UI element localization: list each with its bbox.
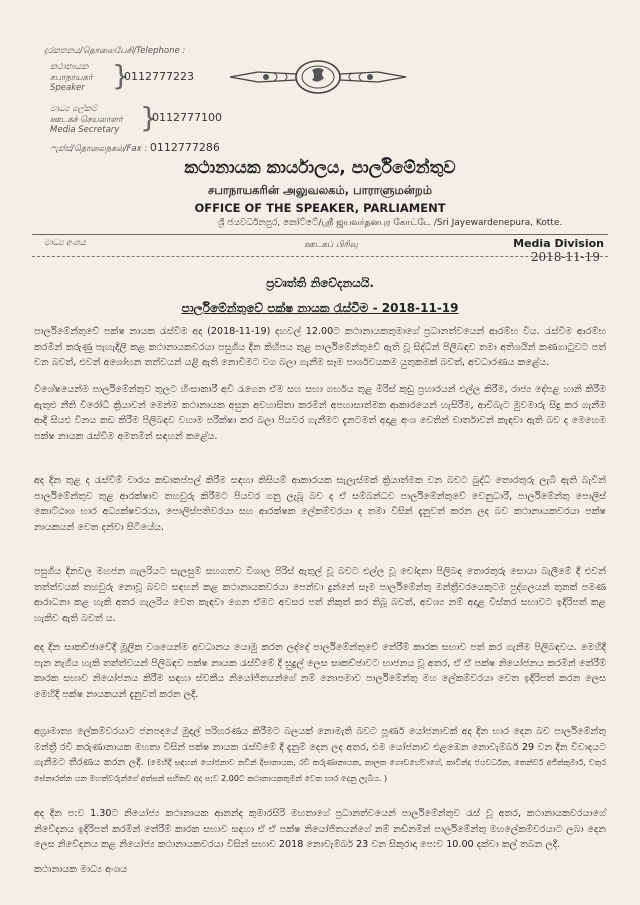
paragraph-1: පාර්ලිමේන්තුවේ පක්ෂ නායක රැස්වීම අද (2018-11-19) දහවල් 12.00ට කථානායකතුමාගේ ප්‍රධානත්වයෙන් ආරම්භ විය. රැස්වීම ආරම්භ කරමින් කරුණු පැහැදිලි කළ කථානායකවරයා පසුගිය දින කිහිපය තුළ පාර්ලිමේන්තුවේ ඇති වූ සිද්ධීන් පිලිබඳව තමා අතිශයින් කණගාටුවට පත් වන බවත්, එවන් අශෝභන තත්වයන් යළි ඇති නොවීමට වග බලා ගැනීම සෑම පාර්ශවයකම යුතුකමක් බවත්, අවධාරණය කළේය. [34,326,606,369]
paragraph-4: පසුගිය දිනවල මහජන ගැලරියට සැලසුම් සහගතව විශාල පිරිස් ඇතුල් වූ බවට එල්ල වූ චෝදනා පිලිබඳ තොරතුරු සොයා බැලීමේ දී එවන් තත්ත්වයක් තහවුරු නොවූ බවට සඳහන් කළ කථානායකවරයා පෙන්වා දුන්නේ සෑම පාර්ලිමේන්තු මන්ත්‍රීවරයෙකුටම පුද්ගලයන් තුනක් පමණ ආරාධනා කළ හැකි අතර ගැලරිය වෙත කැඳවා ගෙන ඒමට අවසර පත් නිකුත් කර තිබූ බවත්, අවශ්‍ය නම් අදාළ විස්තර සභාවට ඉදිරිපත් කළ හැකිව ඇති බවත් ය. [34,566,606,624]
division-en: Media Division [513,237,604,250]
office-address: ශ්‍රී ජයවර්ධනපුර, කෝට්ටේ/ஸ்ரீ ஜயவர்தனபுர கோட்டே /Sri Jayewardenepura, Kotte. [218,218,563,228]
paragraph-2: විශේෂයෙන්ම පාර්ලිමේන්තුව තුලට හිංසාකාරී අවි රැගෙන ඒම සහ සභා ගර්භය තුළ මිරිස් කුඩු ප්‍රහාරයන් එල්ල කිරීම, රාජ්‍ය දේපළ හානි කිරීම ඇතුළු නීති විරෝධී ක්‍රියාවන් මෙන්ම කථානායක අසුන අවහාසිතා කරමින් අපහාසාත්මක ආකාරයෙන් හැසිරීම, ආචිබැට මුවමාරු සිදු කර ගැනීම ආදී සියළු විනය කඩ කිරීම පිලිබඳව වහාම පරීක්ෂා කර බලා පියවර ගැනීමට දැනටමත් අදාළ අංශ වෙතින් වාර්තාවන් කැඳවා ඇති බව ද මෙහෙම පක්ෂ නායක රැස්වීම අමතමින් සඳහන් කළේය. [34,384,606,442]
division-ta: ஊடகப் பிரிவு [304,240,358,250]
header-divider [32,234,608,235]
release-date: 2018-11-19 [530,250,600,264]
division-divider [32,256,608,257]
speaker-contact [50,62,93,94]
media-label-si: මාධ්‍ය ලේකම් [50,104,98,114]
paragraph-6-text: අග්‍රාමාත්‍ය ලේකම්වරයාට ජනපදයේ මුදල් පරිහරණය කිරීමට බලයක් නොමැති බවට පූර්ණ යෝජනාවක් අද දින භාර දෙන බව පාර්ලිමේන්තු මන්ත්‍රී රවි කරුණානායක මහතා විසින් පක්ෂ නායක රැස්වීමේ දී දැනුම් දෙන ලද අතර, එම යෝජනාව එළඹෙන නොවැම්බර් 29 වන දින විවාදයට ගැනීමට තීරණය කරන ලදී. [34,726,606,769]
division-row [44,238,604,256]
document-subtitle: පාර්ලිමේන්තුවේ පක්ෂ නායක රැස්වීම - 2018-11-19 [181,301,459,315]
office-name-en: OFFICE OF THE SPEAKER, PARLIAMENT [194,201,446,215]
paragraph-3: අද දින තුළ ද රැස්වීම් වාරය කඩාකප්පල් කිරීම සඳහා කිසියම් ආකාරයක සැලැස්මක් ක්‍රියාත්මක වන බවට බුද්ධි තොරතුරු ලැබී ඇති බැවින් පාර්ලිමේන්තුව තුළ ආරක්ෂාව තහවුරු කිරීමට පියවර ගනු ලැබූ බව ද ඒ සම්බන්ධව පාර්ලිමේන්තුවේ වෙනුධාරී, පාර්ලිමේන්තු පොලිස් කොට්ඨාශ භාර අධ්‍යක්ෂවරයා, පොලිස්පතිවරයා සහ ආරක්ෂක ලේකම්වරයා ද තමා විසින් දැනුවත් කරන ලද බව කථානායකවරයා පක්ෂ නායකයන් වෙත දන්වා සිටියේය. [34,475,606,533]
paragraph-6 [34,724,606,786]
parliament-mace-emblem-icon [228,58,408,96]
footer-signature: කථානායක මාධ්‍ය අංශය [34,864,128,875]
speaker-number: 0112777223 [124,70,194,83]
division-si: මාධ්‍ය අංශය [44,238,86,248]
paragraph-6-note: (මෙහිදී සඳහන් යෝජනාව නවින් දිසානායක, රවි කරුණානායක, නාලක ගොඩහේවාගේ, කාවින්ද ජයවර්ධන, තෙන්වර් අජිත්කුමාර්, චතුර සේනාරත්න යන මහත්වරුන්ගේ අත්සන් සහිතව අද ප:ව 2.00ට කථානායකතුමන් වෙත භාර දෙනු ලැබීය. ) [34,758,606,783]
media-number: 0112777100 [152,111,222,124]
speaker-brace: } [112,59,130,92]
speaker-label-si: කථානායක [50,62,89,72]
telephone-label: දුරකතනය/தொலைபேசி/Telephone : [44,46,186,56]
office-name-ta: சபாநாயகரின் அலுவலகம், பாராளுமன்றம் [208,183,432,197]
office-name-si: කථානායක කාර්යාලය, පාර්ලිමේන්තුව [184,158,456,178]
fax-line [50,141,220,155]
paragraph-7: අද දින ප:ව 1.30ට නියෝජ්‍ය කථානායක ආනන්ද කුමාරසිරි මහතාගේ ප්‍රධානත්වයෙන් පාර්ලිමේන්තුව රැස් වූ අතර, කථානායකවරයාගේ නිවේදනය ඉදිරිපත් කරමින් තේරීම් කාරක සභාව සඳහා ඒ ඒ පක්ෂ නියෝජිතයන්ගේ නම් නඩිනමින් පාර්ලිමේන්තු මහලේකම්වරයාට ලබා දෙන ලෙස නිවේදනය කළ නියෝජ්‍ය කථානායකවරයා විසින් සභාව 2018 නොවැම්බර් 23 වන සිකුරාදා පෙ:ව 10.00 දක්වා කල් තබන ලදී. [34,808,606,851]
speaker-label-en: Speaker [50,83,85,94]
media-label-ta: ஊடகச் செயலாளர் [50,114,123,125]
document-title: ප්‍රවෘත්ති නිවේදනයයි. [266,276,374,290]
media-secretary-contact [50,104,123,136]
speaker-label-ta: சபாநாயகர் [50,72,93,83]
fax-number: 0112777286 [149,141,220,154]
media-label-en: Media Secretary [50,125,120,136]
fax-label: ෆැක්ස්/தொலைநகல்/Fax : [50,144,148,154]
media-brace: } [140,101,158,134]
paragraph-5: අද දින සාකච්ඡාවේදී මූලික වශයෙන්ම අවධානය යොමු කරන ලද්දේ පාර්ලිමේන්තුවේ තේරීම් කාරක සභාව පත් කර ගැනීම පිලිබඳවය. මෙහිදී පැන නැගිය හැකි තත්ත්වයන් පිලිබඳව පක්ෂ නායක රැස්වීමේ දී සුදුල් ලෙස සාකච්ඡාවට භාජනය වූ අතර, ඒ ඒ පක්ෂ නියෝජනය කරමින් තේරීම් කාරක සභාව නියෝජනය කිරීම සඳහා ස්වකීය නියෝජිතයන්ගේ නම් නොපමාව පාර්ලිමේන්තු මහ ලේකම්වරයා වෙත ඉදිරිපත් කරන ලෙස මෙහිදී පක්ෂ නායකයන් දැනුවත් කරන ලදී. [34,642,606,700]
